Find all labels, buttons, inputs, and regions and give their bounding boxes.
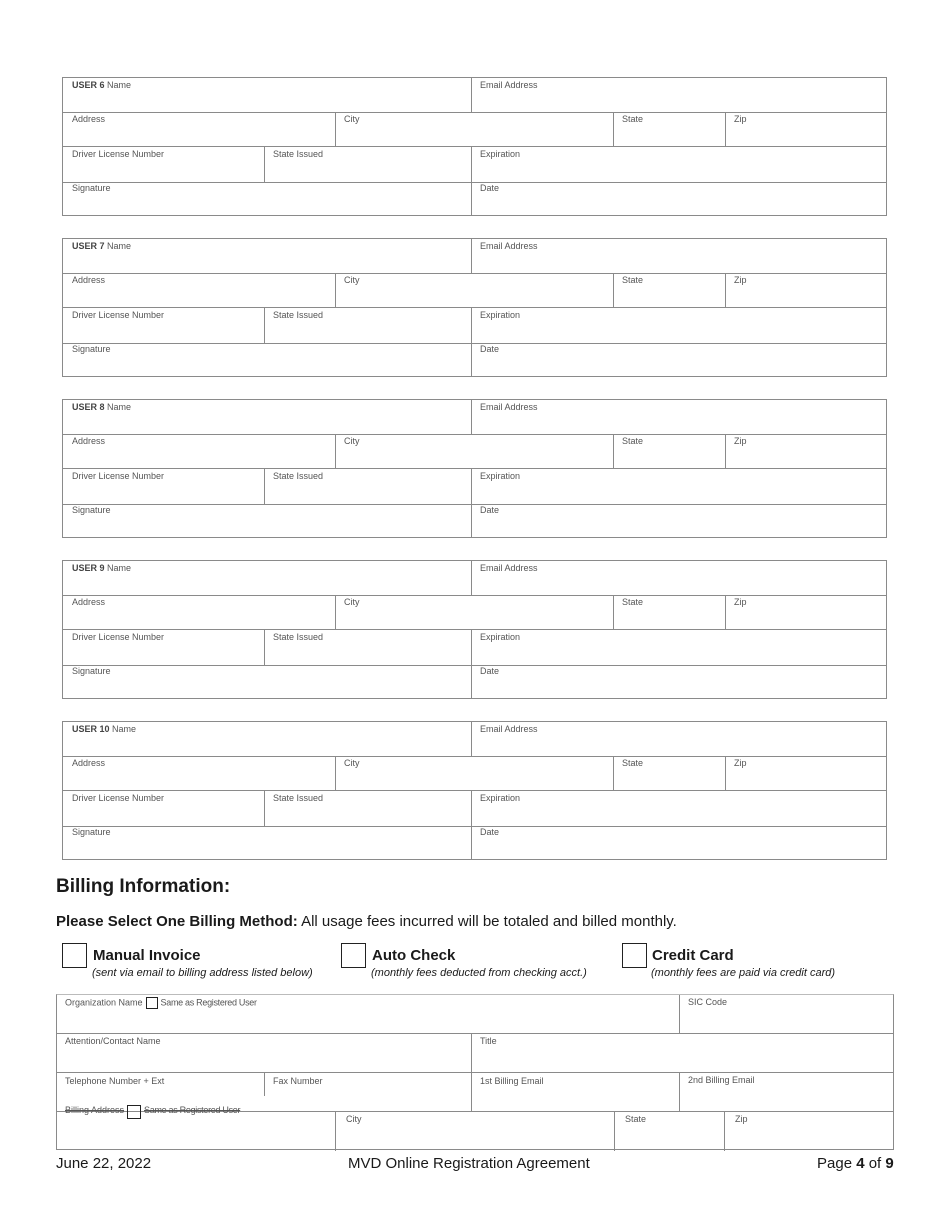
credit-card-note: (monthly fees are paid via credit card) — [651, 967, 836, 979]
user-name-label: Name — [107, 402, 132, 412]
auto-check-label: Auto Check — [372, 947, 456, 964]
billing-method-text: All usage fees incurred will be totaled and billed monthly. — [297, 913, 677, 930]
billing-address-label: Billing Address — [65, 1105, 125, 1115]
user-date-field[interactable]: Date — [480, 505, 500, 515]
user-expiration-field[interactable]: Expiration — [480, 310, 521, 320]
user-signature-field[interactable]: Signature — [72, 183, 111, 193]
org-same-as-registered-checkbox[interactable] — [146, 997, 158, 1009]
user-license-field[interactable]: Driver License Number — [72, 471, 165, 481]
billing-same-as-registered-label: Same as Registered User — [144, 1105, 241, 1115]
user-email-field[interactable]: Email Address — [480, 80, 538, 90]
manual-invoice-note: (sent via email to billing address listed below) — [92, 967, 313, 979]
user-state-field[interactable]: State — [622, 758, 644, 768]
footer-date: June 22, 2022 — [56, 1155, 152, 1172]
user-block — [62, 238, 887, 377]
user-city-field[interactable]: City — [344, 114, 360, 124]
credit-card-checkbox[interactable] — [622, 943, 647, 968]
user-license-field[interactable]: Driver License Number — [72, 632, 165, 642]
user-date-field[interactable]: Date — [480, 183, 500, 193]
user-city-field[interactable]: City — [344, 436, 360, 446]
user-license-field[interactable]: Driver License Number — [72, 310, 165, 320]
user-license-field[interactable]: Driver License Number — [72, 149, 165, 159]
user-expiration-field[interactable]: Expiration — [480, 149, 521, 159]
user-number: USER 10 — [72, 724, 110, 734]
billing-city-field[interactable]: City — [346, 1114, 362, 1124]
fax-field[interactable]: Fax Number — [273, 1076, 323, 1086]
user-name-field[interactable] — [72, 724, 136, 734]
user-signature-field[interactable]: Signature — [72, 827, 111, 837]
org-name-field[interactable] — [65, 997, 257, 1009]
billing-same-as-registered-checkbox[interactable] — [127, 1105, 141, 1119]
telephone-field[interactable]: Telephone Number + Ext — [65, 1076, 165, 1086]
user-address-field[interactable]: Address — [72, 597, 106, 607]
user-state-issued-field[interactable]: State Issued — [273, 632, 324, 642]
user-expiration-field[interactable]: Expiration — [480, 793, 521, 803]
page-total: 9 — [885, 1155, 894, 1172]
user-number: USER 9 — [72, 563, 105, 573]
user-state-field[interactable]: State — [622, 436, 644, 446]
billing-state-field[interactable]: State — [625, 1114, 647, 1124]
user-zip-field[interactable]: Zip — [734, 114, 747, 124]
user-number: USER 8 — [72, 402, 105, 412]
manual-invoice-label: Manual Invoice — [93, 947, 201, 964]
page-current: 4 — [856, 1155, 865, 1172]
user-expiration-field[interactable]: Expiration — [480, 632, 521, 642]
user-city-field[interactable]: City — [344, 597, 360, 607]
attention-contact-field[interactable]: Attention/Contact Name — [65, 1036, 161, 1046]
user-email-field[interactable]: Email Address — [480, 402, 538, 412]
user-state-issued-field[interactable]: State Issued — [273, 471, 324, 481]
footer-title: MVD Online Registration Agreement — [348, 1155, 590, 1172]
user-zip-field[interactable]: Zip — [734, 758, 747, 768]
org-name-label: Organization Name — [65, 997, 143, 1008]
user-block — [62, 560, 887, 699]
page-prefix: Page — [817, 1155, 857, 1172]
footer-page-number — [817, 1155, 894, 1172]
user-block — [62, 399, 887, 538]
user-block — [62, 77, 887, 216]
billing-title-field[interactable]: Title — [480, 1036, 497, 1046]
user-signature-field[interactable]: Signature — [72, 344, 111, 354]
user-date-field[interactable]: Date — [480, 666, 500, 676]
user-zip-field[interactable]: Zip — [734, 597, 747, 607]
user-name-field[interactable] — [72, 402, 131, 412]
user-address-field[interactable]: Address — [72, 114, 106, 124]
user-name-field[interactable] — [72, 241, 131, 251]
user-signature-field[interactable]: Signature — [72, 666, 111, 676]
user-date-field[interactable]: Date — [480, 827, 500, 837]
user-email-field[interactable]: Email Address — [480, 241, 538, 251]
user-zip-field[interactable]: Zip — [734, 436, 747, 446]
user-state-field[interactable]: State — [622, 597, 644, 607]
billing-zip-field[interactable]: Zip — [735, 1114, 748, 1124]
billing-method-instructions — [56, 913, 677, 930]
user-date-field[interactable]: Date — [480, 344, 500, 354]
user-email-field[interactable]: Email Address — [480, 563, 538, 573]
user-state-field[interactable]: State — [622, 275, 644, 285]
user-city-field[interactable]: City — [344, 275, 360, 285]
billing-method-heading: Please Select One Billing Method: — [56, 913, 298, 930]
auto-check-checkbox[interactable] — [341, 943, 366, 968]
credit-card-label: Credit Card — [652, 947, 734, 964]
user-state-field[interactable]: State — [622, 114, 644, 124]
user-name-label: Name — [112, 724, 137, 734]
user-state-issued-field[interactable]: State Issued — [273, 793, 324, 803]
user-address-field[interactable]: Address — [72, 436, 106, 446]
user-name-label: Name — [107, 241, 132, 251]
user-number: USER 6 — [72, 80, 105, 90]
user-name-label: Name — [107, 563, 132, 573]
user-email-field[interactable]: Email Address — [480, 724, 538, 734]
billing-title: Billing Information: — [56, 876, 231, 897]
user-license-field[interactable]: Driver License Number — [72, 793, 165, 803]
user-city-field[interactable]: City — [344, 758, 360, 768]
page-of: of — [864, 1155, 886, 1172]
user-name-field[interactable] — [72, 563, 131, 573]
user-number: USER 7 — [72, 241, 105, 251]
billing-address-field[interactable] — [65, 1105, 240, 1119]
billing-email-1-field[interactable]: 1st Billing Email — [480, 1076, 544, 1086]
user-name-field[interactable] — [72, 80, 131, 90]
user-address-field[interactable]: Address — [72, 758, 106, 768]
org-same-as-registered-label: Same as Registered User — [160, 997, 257, 1008]
auto-check-note: (monthly fees deducted from checking acct.) — [371, 967, 587, 979]
user-address-field[interactable]: Address — [72, 275, 106, 285]
user-signature-field[interactable]: Signature — [72, 505, 111, 515]
user-name-label: Name — [107, 80, 132, 90]
manual-invoice-checkbox[interactable] — [62, 943, 87, 968]
user-expiration-field[interactable]: Expiration — [480, 471, 521, 481]
user-state-issued-field[interactable]: State Issued — [273, 310, 324, 320]
sic-code-field[interactable]: SIC Code — [688, 997, 728, 1007]
billing-form — [56, 994, 894, 1150]
user-block — [62, 721, 887, 860]
user-zip-field[interactable]: Zip — [734, 275, 747, 285]
billing-email-2-field[interactable]: 2nd Billing Email — [688, 1075, 755, 1085]
user-state-issued-field[interactable]: State Issued — [273, 149, 324, 159]
